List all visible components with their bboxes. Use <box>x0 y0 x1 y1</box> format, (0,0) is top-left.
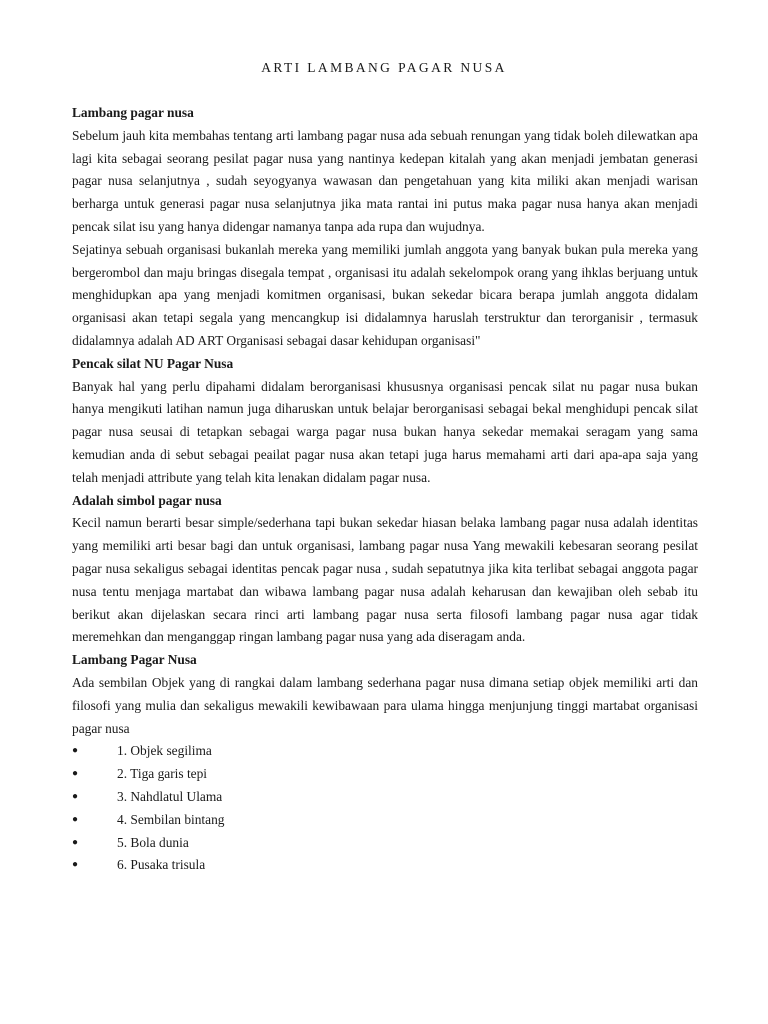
paragraph: Ada sembilan Objek yang di rangkai dalam lambang sederhana pagar nusa dimana setiap objek memiliki arti dan filosofi yang mulia dan sekaligus mewakili kewibawaan para ulama hingga menjunjung tinggi martabat organisasi pagar nusa <box>72 674 698 736</box>
list-item <box>72 763 698 786</box>
bullet-icon: ● <box>72 790 79 802</box>
document-title: ARTI LAMBANG PAGAR NUSA <box>261 60 507 75</box>
paragraph: Kecil namun berarti besar simple/sederhana tapi bukan sekedar hiasan belaka lambang pagar nusa adalah identitas yang memiliki arti besar bagi dan untuk organisasi, lambang pagar nusa Yang mewakili kebesaran seorang pesilat pagar nusa sekaligus sebagai identitas pencak pagar nusa , sudah sepatutnya jika kita terlibat sebagai anggota pagar nusa tentu menjaga martabat dan wibawa lambang pagar nusa adalah keharusan dan kewajiban oleh sebab itu berikut akan dijelaskan secara rinci arti lambang pagar nusa serta filosofi lambang pagar nusa agar tidak meremehkan dan menganggap ringan lambang pagar nusa yang ada diseragam anda. <box>72 515 698 645</box>
bullet-icon: ● <box>72 768 79 780</box>
section-heading: Adalah simbol pagar nusa <box>72 492 222 508</box>
document-body <box>72 102 698 877</box>
section-simbol-pagar-nusa <box>72 490 698 650</box>
paragraph: Banyak hal yang perlu dipahami didalam berorganisasi khususnya organisasi pencak silat nu pagar nusa bukan hanya mengikuti latihan namun juga diharuskan untuk belajar berorganisasi sebagai bekal menghidupi pencak silat pagar nusa seusai di tetapkan sebagai warga pagar nusa bukan hanya sekedar memakai seragam yang sama kemudian anda di sebut sebagai peailat pagar nusa akan tetapi juga harus memahami arti dari apa-apa saja yang telah menjadi attribute yang telah kita lenakan didalam pagar nusa. <box>72 378 698 485</box>
section-heading: Lambang Pagar Nusa <box>72 652 197 668</box>
section-heading: Pencak silat NU Pagar Nusa <box>72 355 234 371</box>
bullet-icon: ● <box>72 836 79 848</box>
section-heading: Lambang pagar nusa <box>72 105 194 120</box>
list-item-text: 6. Pusaka trisula <box>117 857 206 873</box>
bullet-icon: ● <box>72 859 79 871</box>
section-pencak-silat-nu <box>72 353 698 490</box>
list-item <box>72 786 698 809</box>
list-item-text: 1. Objek segilima <box>117 743 212 759</box>
paragraph: Sejatinya sebuah organisasi bukanlah mereka yang memiliki jumlah anggota yang banyak bukan pula mereka yang bergerombol dan maju bringas disegala tempat , organisasi itu adalah sekelompok orang yang ihklas berjuang untuk menghidupkan apa yang menjadi komitmen organisasi, bukan sekedar bicara berapa jumlah anggota didalam organisasi akan tetapi segala yang mencangkup isi didalamnya haruslah terstruktur dan terorganisir , termasuk didalamnya adalah AD ART Organisasi sebagai dasar kehidupan organisasi" <box>72 241 698 348</box>
list-item-text: 3. Nahdlatul Ulama <box>117 788 223 804</box>
list-item <box>72 740 698 763</box>
list-item <box>72 832 698 855</box>
list-item-text: 2. Tiga garis tepi <box>117 766 208 782</box>
bullet-icon: ● <box>72 745 79 757</box>
bullet-icon: ● <box>72 813 79 825</box>
list-item <box>72 854 698 877</box>
list-item <box>72 809 698 832</box>
section-lambang-objects <box>72 649 698 877</box>
list-item-text: 5. Bola dunia <box>117 834 189 850</box>
section-lambang-pagar-nusa <box>72 102 698 353</box>
list-item-text: 4. Sembilan bintang <box>117 811 225 827</box>
paragraph: Sebelum jauh kita membahas tentang arti lambang pagar nusa ada sebuah renungan yang tidak boleh dilewatkan apa lagi kita sebagai seorang pesilat pagar nusa yang nantinya kedepan kitalah yang akan menjadi jembatan generasi pagar nusa selanjutnya , sudah seyogyanya wawasan dan pengetahuan yang kita miliki akan menjadi warisan berharga untuk generasi pagar nusa selanjutnya jika mata rantai ini putus maka pagar nusa hanya akan menjadi pencak silat isu yang hanya didengar namanya tanpa ada rupa dan wujudnya. <box>72 127 698 234</box>
object-list <box>72 740 698 877</box>
